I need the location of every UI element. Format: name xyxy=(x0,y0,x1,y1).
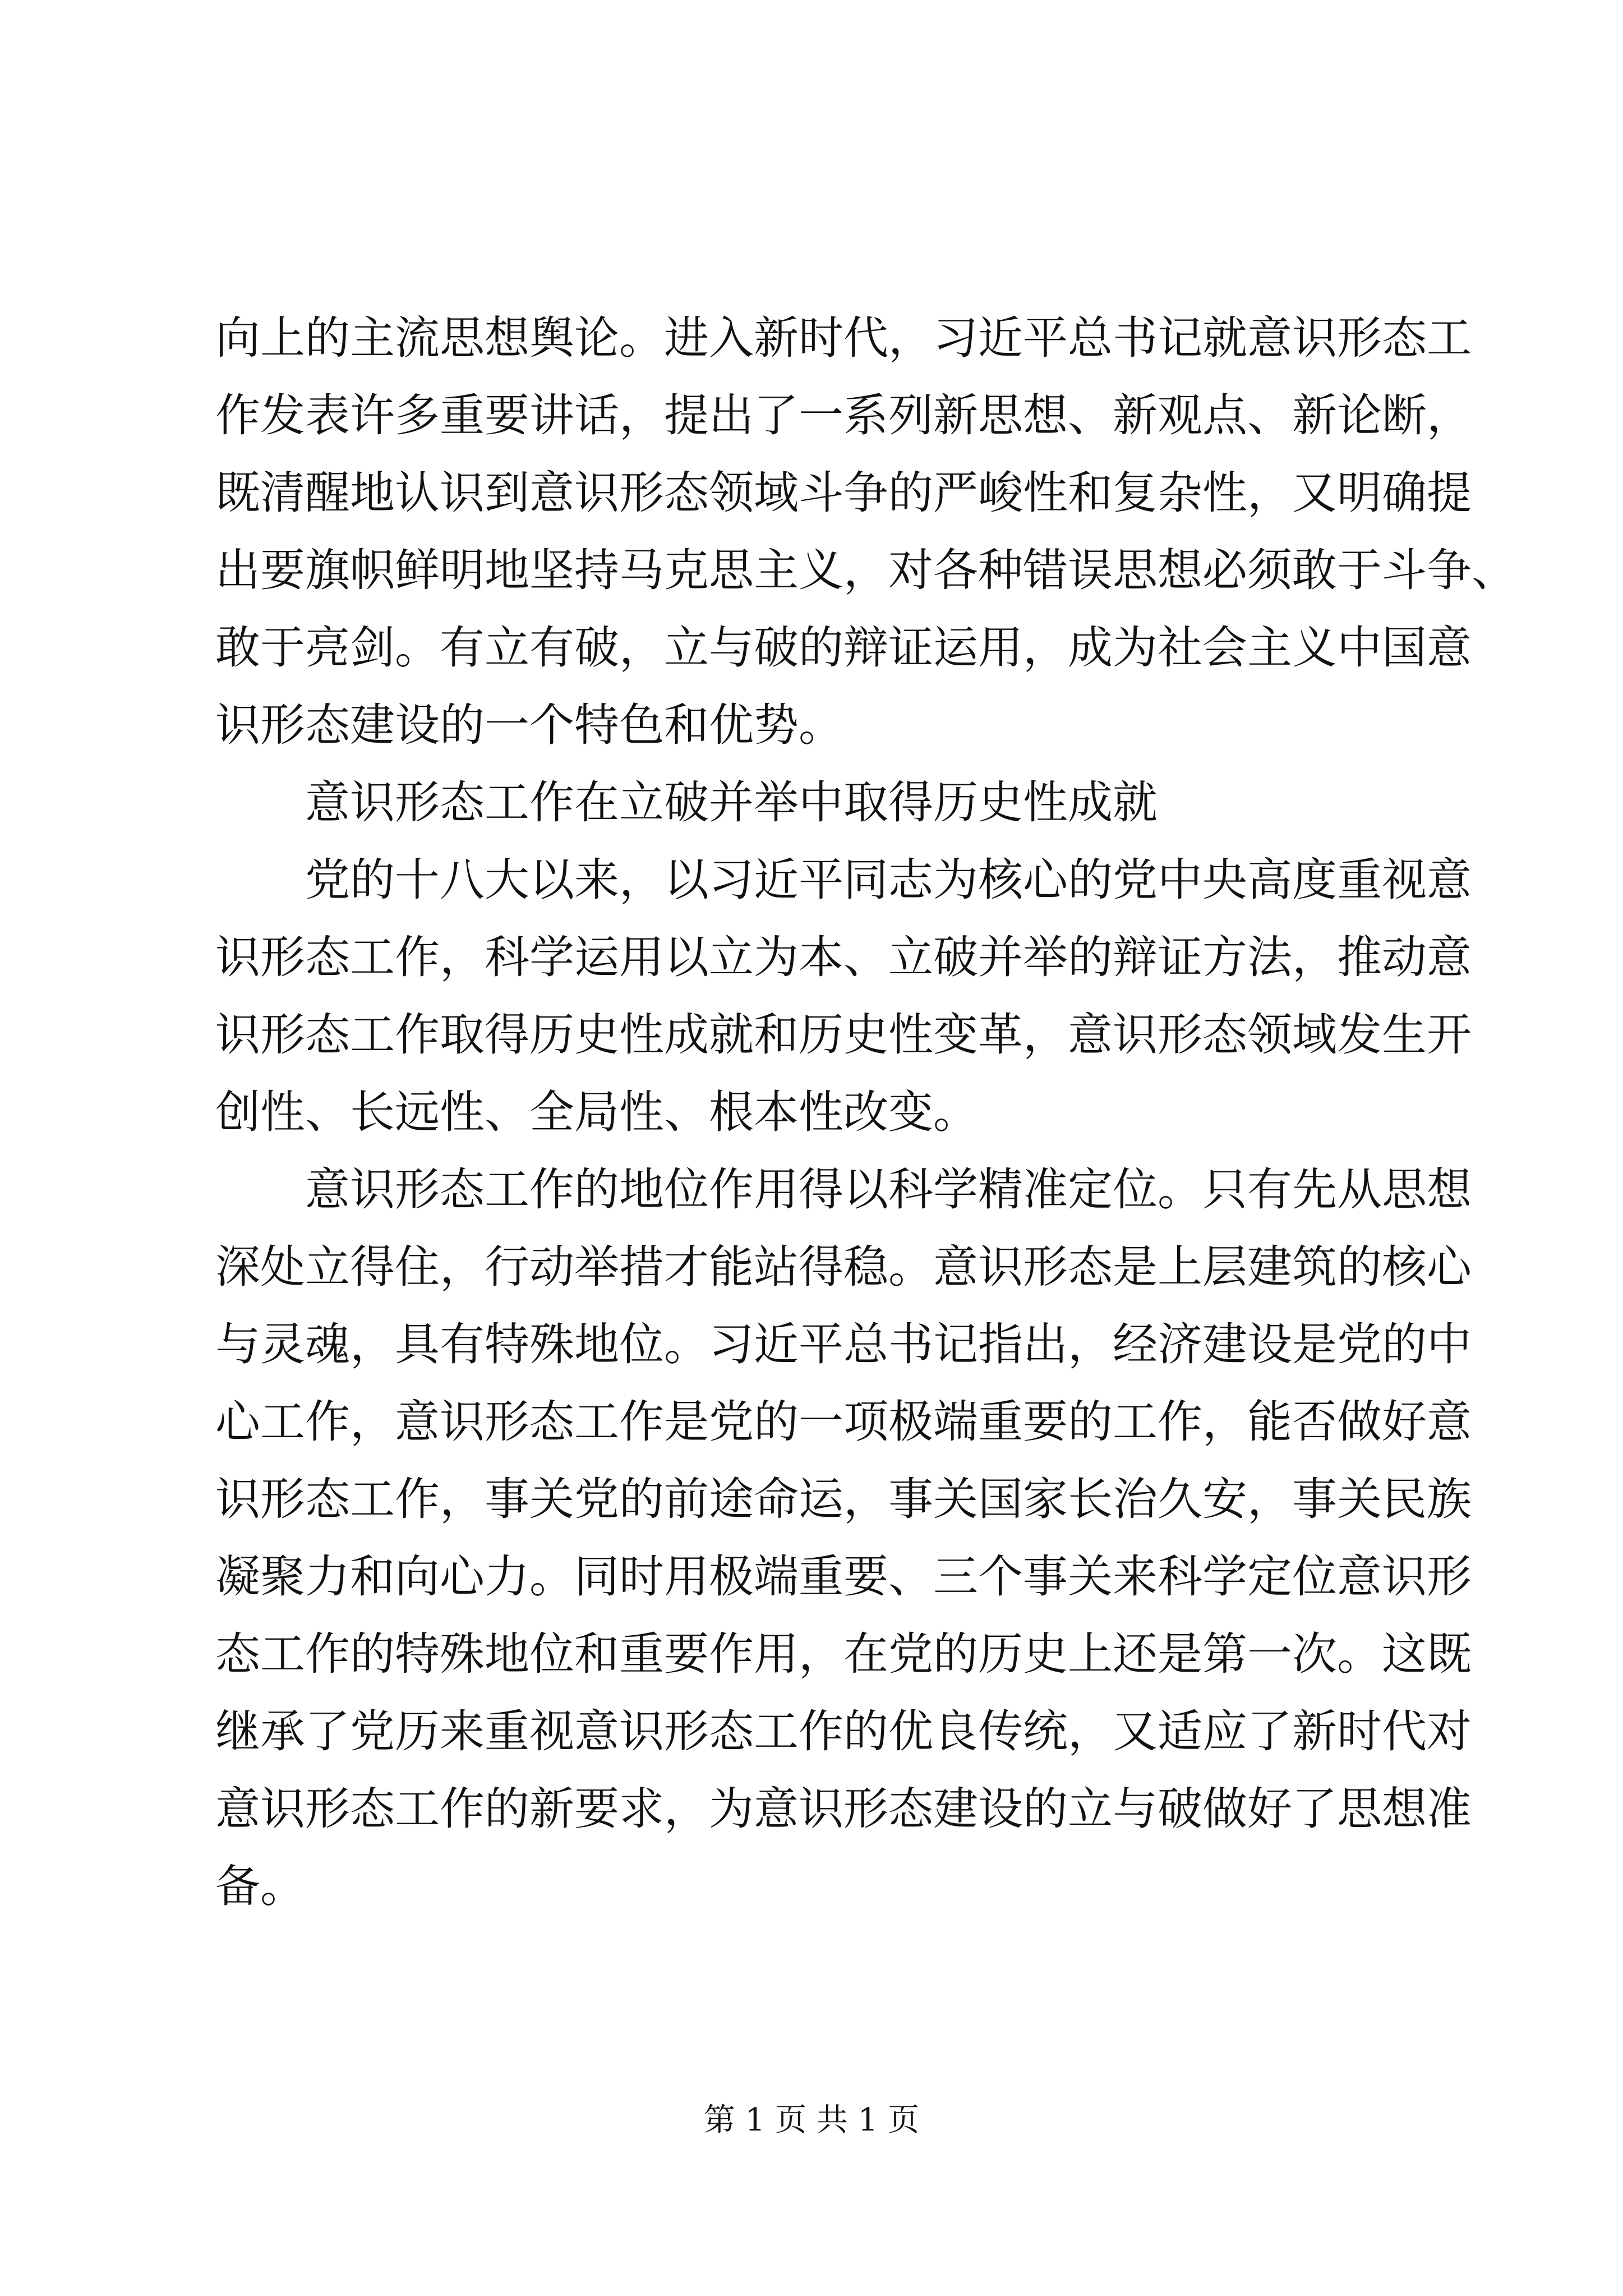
text-line: 出要旗帜鲜明地坚持马克思主义，对各种错误思想必须敢于斗争、 xyxy=(215,544,1516,596)
text-line: 识形态工作取得历史性成就和历史性变革，意识形态领域发生开 xyxy=(215,1009,1472,1061)
text-line: 向上的主流思想舆论。进入新时代，习近平总书记就意识形态工 xyxy=(215,312,1472,364)
text-line: 识形态工作，事关党的前途命运，事关国家长治久安，事关民族 xyxy=(215,1473,1472,1525)
text-line: 党的十八大以来，以习近平同志为核心的党中央高度重视意 xyxy=(215,854,1472,906)
text-line: 创性、长远性、全局性、根本性改变。 xyxy=(215,1086,978,1138)
text-line: 凝聚力和向心力。同时用极端重要、三个事关来科学定位意识形 xyxy=(215,1550,1472,1603)
text-line: 意识形态工作的地位作用得以科学精准定位。只有先从思想 xyxy=(215,1163,1472,1216)
text-line: 识形态工作，科学运用以立为本、立破并举的辩证方法，推动意 xyxy=(215,931,1472,983)
text-line: 心工作，意识形态工作是党的一项极端重要的工作，能否做好意 xyxy=(215,1396,1472,1448)
text-line: 态工作的特殊地位和重要作用，在党的历史上还是第一次。这既 xyxy=(215,1628,1472,1680)
text-line: 意识形态工作的新要求，为意识形态建设的立与破做好了思想准 xyxy=(215,1783,1472,1835)
text-line: 继承了党历来重视意识形态工作的优良传统，又适应了新时代对 xyxy=(215,1705,1472,1757)
text-line: 敢于亮剑。有立有破，立与破的辩证运用，成为社会主义中国意 xyxy=(215,622,1472,674)
text-line: 与灵魂，具有特殊地位。习近平总书记指出，经济建设是党的中 xyxy=(215,1318,1472,1370)
section-heading: 意识形态工作在立破并举中取得历史性成就 xyxy=(215,776,1158,829)
page-footer: 第 1 页 共 1 页 xyxy=(703,2102,920,2138)
text-line: 作发表许多重要讲话，提出了一系列新思想、新观点、新论断， xyxy=(215,389,1472,441)
text-line: 既清醒地认识到意识形态领域斗争的严峻性和复杂性，又明确提 xyxy=(215,467,1472,519)
text-line: 识形态建设的一个特色和优势。 xyxy=(215,699,843,751)
text-line: 备。 xyxy=(215,1860,305,1912)
text-line: 深处立得住，行动举措才能站得稳。意识形态是上层建筑的核心 xyxy=(215,1241,1472,1293)
